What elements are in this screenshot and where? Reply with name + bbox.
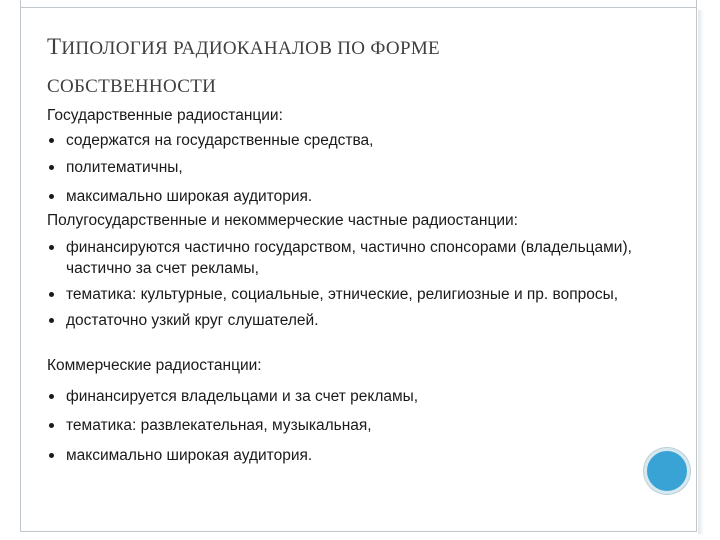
slide-title: [47, 28, 607, 106]
section-heading-state: Государственные радиостанции:: [47, 107, 283, 124]
list-item: содержатся на государственные средства,: [47, 130, 657, 151]
list-item: политематичны,: [47, 157, 657, 178]
semi-state-list: [47, 237, 657, 331]
list-item: максимально широкая аудитория.: [47, 186, 657, 207]
list-item: достаточно узкий круг слушателей.: [47, 310, 657, 331]
list-item: тематика: развлекательная, музыкальная,: [47, 415, 657, 436]
state-list: [47, 130, 657, 207]
list-item: финансируется владельцами и за счет рекламы,: [47, 386, 657, 407]
slide-frame-right: [696, 8, 697, 532]
slide-frame-left: [20, 8, 21, 532]
decorative-circle-icon: [644, 448, 690, 494]
list-item: тематика: культурные, социальные, этнические, религиозные и пр. вопросы,: [47, 284, 657, 305]
section-heading-semi-state: Полугосударственные и некоммерческие частные радиостанции:: [47, 212, 518, 229]
commercial-list: [47, 386, 657, 466]
title-line-1: ТИПОЛОГИЯ РАДИОКАНАЛОВ ПО ФОРМЕ: [47, 34, 440, 59]
slide-frame-bottom: [20, 531, 697, 532]
section-heading-commercial: Коммерческие радиостанции:: [47, 357, 262, 374]
slide-frame-shadow: [698, 10, 704, 534]
list-item: финансируются частично государством, частично спонсорами (владельцами), частично за счет рекламы,: [47, 237, 657, 279]
slide-frame-top: [20, 0, 697, 8]
title-line-2: СОБСТВЕННОСТИ: [47, 76, 217, 97]
list-item: максимально широкая аудитория.: [47, 445, 657, 466]
slide-content: [47, 105, 657, 466]
